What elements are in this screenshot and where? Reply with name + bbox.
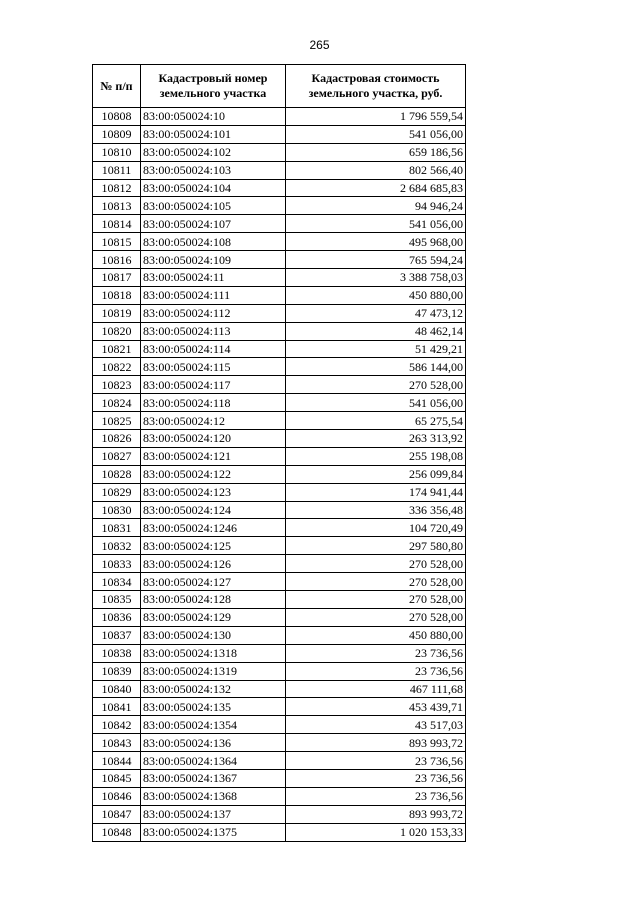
cadastral-value: 270 528,00 bbox=[286, 608, 466, 626]
cadastral-number: 83:00:050024:103 bbox=[141, 161, 286, 179]
cadastral-number: 83:00:050024:126 bbox=[141, 555, 286, 573]
table-row bbox=[93, 125, 466, 143]
cadastral-value: 23 736,56 bbox=[286, 769, 466, 787]
cadastral-number: 83:00:050024:120 bbox=[141, 430, 286, 448]
cadastral-number: 83:00:050024:136 bbox=[141, 734, 286, 752]
row-number: 10809 bbox=[93, 125, 141, 143]
cadastral-number: 83:00:050024:109 bbox=[141, 251, 286, 269]
row-number: 10810 bbox=[93, 143, 141, 161]
row-number: 10815 bbox=[93, 233, 141, 251]
table-row bbox=[93, 805, 466, 823]
row-number: 10840 bbox=[93, 680, 141, 698]
cadastral-value: 453 439,71 bbox=[286, 698, 466, 716]
table-row bbox=[93, 304, 466, 322]
cadastral-number: 83:00:050024:124 bbox=[141, 501, 286, 519]
cadastral-number: 83:00:050024:121 bbox=[141, 447, 286, 465]
cadastral-value: 659 186,56 bbox=[286, 143, 466, 161]
cadastral-value: 765 594,24 bbox=[286, 251, 466, 269]
row-number: 10819 bbox=[93, 304, 141, 322]
row-number: 10843 bbox=[93, 734, 141, 752]
cadastral-value: 23 736,56 bbox=[286, 644, 466, 662]
cadastral-value: 104 720,49 bbox=[286, 519, 466, 537]
cadastral-number: 83:00:050024:135 bbox=[141, 698, 286, 716]
cadastral-number: 83:00:050024:122 bbox=[141, 465, 286, 483]
header-num: № п/п bbox=[93, 65, 141, 108]
cadastral-number: 83:00:050024:111 bbox=[141, 286, 286, 304]
table-body bbox=[93, 108, 466, 842]
row-number: 10823 bbox=[93, 376, 141, 394]
cadastral-value: 47 473,12 bbox=[286, 304, 466, 322]
cadastral-value: 541 056,00 bbox=[286, 215, 466, 233]
cadastral-number: 83:00:050024:1375 bbox=[141, 823, 286, 841]
cadastral-number: 83:00:050024:105 bbox=[141, 197, 286, 215]
cadastral-number: 83:00:050024:12 bbox=[141, 412, 286, 430]
table-row bbox=[93, 483, 466, 501]
cadastral-number: 83:00:050024:129 bbox=[141, 608, 286, 626]
row-number: 10812 bbox=[93, 179, 141, 197]
row-number: 10842 bbox=[93, 716, 141, 734]
cadastral-value: 174 941,44 bbox=[286, 483, 466, 501]
cadastral-value: 255 198,08 bbox=[286, 447, 466, 465]
table-row bbox=[93, 394, 466, 412]
cadastral-number: 83:00:050024:101 bbox=[141, 125, 286, 143]
table-row bbox=[93, 358, 466, 376]
cadastral-number: 83:00:050024:1354 bbox=[141, 716, 286, 734]
cadastral-number: 83:00:050024:11 bbox=[141, 269, 286, 287]
cadastral-value: 586 144,00 bbox=[286, 358, 466, 376]
row-number: 10833 bbox=[93, 555, 141, 573]
cadastral-value: 270 528,00 bbox=[286, 573, 466, 591]
row-number: 10848 bbox=[93, 823, 141, 841]
header-row bbox=[93, 65, 466, 108]
table-header bbox=[93, 65, 466, 108]
cadastral-value: 94 946,24 bbox=[286, 197, 466, 215]
cadastral-number: 83:00:050024:117 bbox=[141, 376, 286, 394]
cadastral-number: 83:00:050024:112 bbox=[141, 304, 286, 322]
row-number: 10838 bbox=[93, 644, 141, 662]
cadastral-number: 83:00:050024:113 bbox=[141, 322, 286, 340]
cadastral-number: 83:00:050024:10 bbox=[141, 108, 286, 126]
row-number: 10830 bbox=[93, 501, 141, 519]
row-number: 10844 bbox=[93, 752, 141, 770]
cadastral-value: 450 880,00 bbox=[286, 626, 466, 644]
table-row bbox=[93, 233, 466, 251]
row-number: 10836 bbox=[93, 608, 141, 626]
table-row bbox=[93, 465, 466, 483]
row-number: 10832 bbox=[93, 537, 141, 555]
table-row bbox=[93, 376, 466, 394]
row-number: 10839 bbox=[93, 662, 141, 680]
row-number: 10826 bbox=[93, 430, 141, 448]
cadastral-number: 83:00:050024:1318 bbox=[141, 644, 286, 662]
table-row bbox=[93, 179, 466, 197]
row-number: 10822 bbox=[93, 358, 141, 376]
table-row bbox=[93, 412, 466, 430]
table-row bbox=[93, 430, 466, 448]
table-row bbox=[93, 644, 466, 662]
cadastral-value: 893 993,72 bbox=[286, 805, 466, 823]
cadastral-value: 3 388 758,03 bbox=[286, 269, 466, 287]
cadastral-number: 83:00:050024:123 bbox=[141, 483, 286, 501]
cadastral-value: 65 275,54 bbox=[286, 412, 466, 430]
cadastral-value: 43 517,03 bbox=[286, 716, 466, 734]
cadastral-value: 270 528,00 bbox=[286, 555, 466, 573]
row-number: 10829 bbox=[93, 483, 141, 501]
cadastral-value: 893 993,72 bbox=[286, 734, 466, 752]
header-cadastral-number: Кадастровый номер земельного участка bbox=[141, 65, 286, 108]
table-row bbox=[93, 161, 466, 179]
row-number: 10808 bbox=[93, 108, 141, 126]
cadastral-value: 256 099,84 bbox=[286, 465, 466, 483]
table-row bbox=[93, 787, 466, 805]
row-number: 10821 bbox=[93, 340, 141, 358]
cadastral-value: 802 566,40 bbox=[286, 161, 466, 179]
row-number: 10813 bbox=[93, 197, 141, 215]
cadastral-number: 83:00:050024:127 bbox=[141, 573, 286, 591]
cadastral-number: 83:00:050024:1364 bbox=[141, 752, 286, 770]
cadastral-value: 270 528,00 bbox=[286, 591, 466, 609]
cadastral-number: 83:00:050024:102 bbox=[141, 143, 286, 161]
cadastral-number: 83:00:050024:104 bbox=[141, 179, 286, 197]
table-row bbox=[93, 555, 466, 573]
cadastral-number: 83:00:050024:1246 bbox=[141, 519, 286, 537]
row-number: 10847 bbox=[93, 805, 141, 823]
table-row bbox=[93, 286, 466, 304]
table-row bbox=[93, 734, 466, 752]
table-row bbox=[93, 716, 466, 734]
cadastral-number: 83:00:050024:125 bbox=[141, 537, 286, 555]
cadastral-value: 23 736,56 bbox=[286, 752, 466, 770]
cadastral-value: 48 462,14 bbox=[286, 322, 466, 340]
header-cadastral-value: Кадастровая стоимость земельного участка, руб. bbox=[286, 65, 466, 108]
row-number: 10814 bbox=[93, 215, 141, 233]
row-number: 10837 bbox=[93, 626, 141, 644]
row-number: 10820 bbox=[93, 322, 141, 340]
row-number: 10811 bbox=[93, 161, 141, 179]
cadastral-value: 495 968,00 bbox=[286, 233, 466, 251]
table-row bbox=[93, 769, 466, 787]
row-number: 10835 bbox=[93, 591, 141, 609]
table-row bbox=[93, 823, 466, 841]
table-row bbox=[93, 537, 466, 555]
row-number: 10845 bbox=[93, 769, 141, 787]
cadastral-value: 51 429,21 bbox=[286, 340, 466, 358]
cadastral-number: 83:00:050024:114 bbox=[141, 340, 286, 358]
cadastral-value: 270 528,00 bbox=[286, 376, 466, 394]
cadastral-value: 2 684 685,83 bbox=[286, 179, 466, 197]
cadastral-number: 83:00:050024:108 bbox=[141, 233, 286, 251]
cadastral-value: 1 796 559,54 bbox=[286, 108, 466, 126]
row-number: 10818 bbox=[93, 286, 141, 304]
table-row bbox=[93, 269, 466, 287]
table-row bbox=[93, 108, 466, 126]
row-number: 10828 bbox=[93, 465, 141, 483]
cadastral-value: 450 880,00 bbox=[286, 286, 466, 304]
row-number: 10834 bbox=[93, 573, 141, 591]
table-row bbox=[93, 680, 466, 698]
table-row bbox=[93, 519, 466, 537]
table-row bbox=[93, 626, 466, 644]
cadastral-number: 83:00:050024:1319 bbox=[141, 662, 286, 680]
table-row bbox=[93, 501, 466, 519]
table-row bbox=[93, 197, 466, 215]
cadastral-value: 263 313,92 bbox=[286, 430, 466, 448]
cadastral-number: 83:00:050024:107 bbox=[141, 215, 286, 233]
cadastral-value: 467 111,68 bbox=[286, 680, 466, 698]
cadastral-number: 83:00:050024:1367 bbox=[141, 769, 286, 787]
table-row bbox=[93, 143, 466, 161]
cadastral-value: 297 580,80 bbox=[286, 537, 466, 555]
cadastral-value: 1 020 153,33 bbox=[286, 823, 466, 841]
cadastral-number: 83:00:050024:115 bbox=[141, 358, 286, 376]
row-number: 10841 bbox=[93, 698, 141, 716]
cadastral-number: 83:00:050024:130 bbox=[141, 626, 286, 644]
row-number: 10817 bbox=[93, 269, 141, 287]
table-row bbox=[93, 447, 466, 465]
cadastral-value: 541 056,00 bbox=[286, 394, 466, 412]
row-number: 10831 bbox=[93, 519, 141, 537]
table-row bbox=[93, 251, 466, 269]
cadastral-value: 336 356,48 bbox=[286, 501, 466, 519]
table-row bbox=[93, 662, 466, 680]
table-row bbox=[93, 215, 466, 233]
cadastral-value: 541 056,00 bbox=[286, 125, 466, 143]
table-row bbox=[93, 340, 466, 358]
table-row bbox=[93, 608, 466, 626]
cadastral-value-table bbox=[92, 64, 466, 842]
cadastral-number: 83:00:050024:137 bbox=[141, 805, 286, 823]
row-number: 10846 bbox=[93, 787, 141, 805]
page-number: 265 bbox=[309, 38, 330, 52]
cadastral-value: 23 736,56 bbox=[286, 662, 466, 680]
row-number: 10827 bbox=[93, 447, 141, 465]
row-number: 10824 bbox=[93, 394, 141, 412]
table-row bbox=[93, 573, 466, 591]
cadastral-number: 83:00:050024:1368 bbox=[141, 787, 286, 805]
row-number: 10816 bbox=[93, 251, 141, 269]
cadastral-number: 83:00:050024:132 bbox=[141, 680, 286, 698]
table-row bbox=[93, 322, 466, 340]
table-row bbox=[93, 591, 466, 609]
cadastral-number: 83:00:050024:118 bbox=[141, 394, 286, 412]
row-number: 10825 bbox=[93, 412, 141, 430]
table-row bbox=[93, 752, 466, 770]
cadastral-number: 83:00:050024:128 bbox=[141, 591, 286, 609]
cadastral-value: 23 736,56 bbox=[286, 787, 466, 805]
table-row bbox=[93, 698, 466, 716]
